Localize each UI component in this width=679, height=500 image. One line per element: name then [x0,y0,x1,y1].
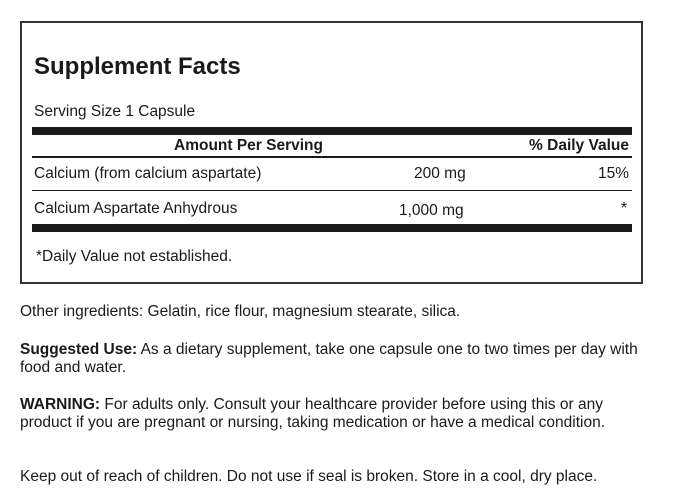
thick-divider-top [32,127,632,135]
row-2-amount: 1,000 mg [399,202,464,219]
warning [20,396,650,432]
facts-title: Supplement Facts [34,53,241,80]
row-1-name: Calcium (from calcium aspartate) [34,165,262,182]
thick-divider-bottom [32,224,632,232]
warning-text: For adults only. Consult your healthcare provider before using this or any product if you are pregnant or nursing, taking medication or have a medical condition. [20,396,606,431]
amount-per-serving-header: Amount Per Serving [174,137,323,154]
supplement-facts-panel [20,21,643,284]
suggested-use-text: As a dietary supplement, take one capsule one to two times per day with food and water. [20,341,638,376]
row-divider [32,190,632,191]
row-1-daily-value: 15% [597,165,629,182]
warning-label: WARNING: [20,396,101,413]
other-ingredients: Other ingredients: Gelatin, rice flour, magnesium stearate, silica. [20,303,461,320]
storage-note: Keep out of reach of children. Do not use if seal is broken. Store in a cool, dry place. [20,468,598,485]
serving-size: Serving Size 1 Capsule [34,103,196,120]
row-1-amount: 200 mg [414,165,466,182]
suggested-use [20,341,650,377]
suggested-use-label: Suggested Use: [20,341,138,358]
footnote: *Daily Value not established. [36,248,233,265]
daily-value-header: % Daily Value [529,137,629,154]
row-2-daily-value: * [620,200,627,217]
header-divider [32,156,632,158]
row-2-name: Calcium Aspartate Anhydrous [34,200,238,217]
